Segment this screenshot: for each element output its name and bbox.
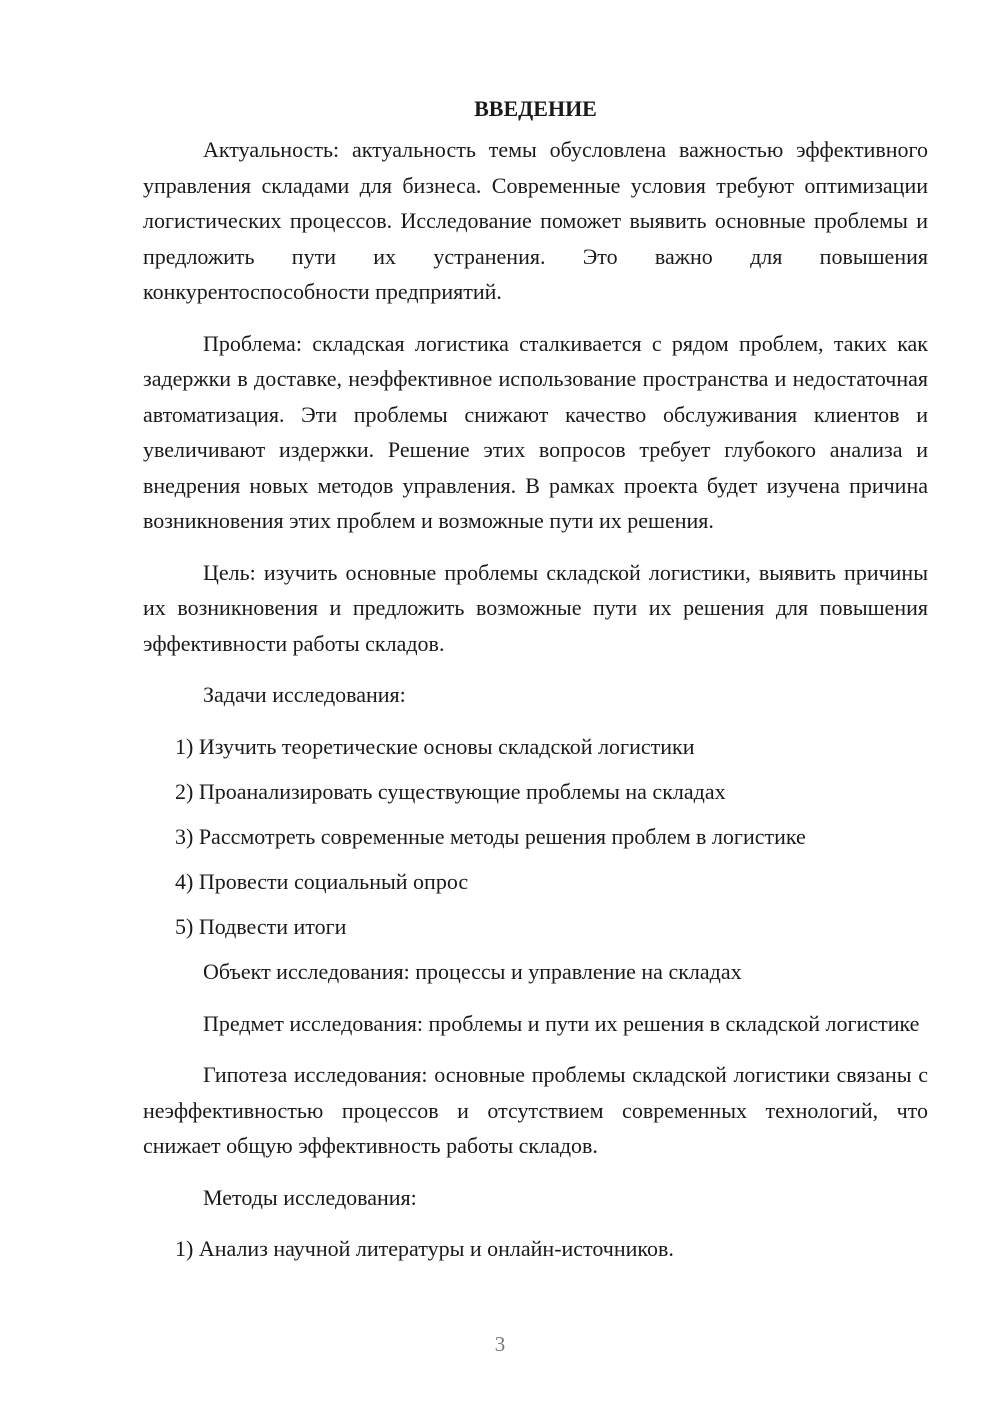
methods-heading: Методы исследования:: [203, 1184, 417, 1210]
list-item: 5) Подвести итоги: [175, 913, 347, 939]
document-page: [143, 92, 928, 1277]
tasks-list: [143, 729, 928, 945]
research-object: Объект исследования: процессы и управление на складах: [203, 959, 742, 984]
problem-paragraph: Проблема: складская логистика сталкивается с рядом проблем, таких как задержки в доставке, неэффективное использование пространства и недостаточная автоматизация. Эти проблемы снижают качество обслуживания клиентов и увеличивают издержки. Решение этих вопросов требует глубокого анализа и внедрения новых методов управления. В рамках проекта будет изучена причина возникновения этих проблем и возможные пути их решения.: [143, 330, 928, 533]
list-item: 3) Рассмотреть современные методы решения проблем в логистике: [175, 823, 806, 849]
list-item: 2) Проанализировать существующие проблемы на складах: [175, 778, 726, 804]
page-number: 3: [494, 1332, 506, 1356]
list-item: 1) Изучить теоретические основы складской логистики: [175, 733, 695, 759]
list-item: 1) Анализ научной литературы и онлайн-источников.: [175, 1236, 674, 1261]
research-subject: Предмет исследования: проблемы и пути их решения в складской логистике: [203, 1010, 920, 1036]
list-item: 4) Провести социальный опрос: [175, 868, 469, 894]
section-title: ВВЕДЕНИЕ: [474, 96, 597, 121]
research-hypothesis: Гипотеза исследования: основные проблемы складской логистики связаны с неэффективностью процессов и отсутствием современных технологий, что снижает общую эффективность работы складов.: [143, 1062, 928, 1158]
tasks-heading: Задачи исследования:: [203, 682, 406, 707]
relevance-paragraph: Актуальность: актуальность темы обусловлена важностью эффективного управления складами для бизнеса. Современные условия требуют оптимизации логистических процессов. Исследование поможет выявить основные проблемы и предложить пути их устранения. Это важно для повышения конкурентоспособности предприятий.: [143, 137, 928, 304]
methods-list: [143, 1231, 928, 1267]
goal-paragraph: Цель: изучить основные проблемы складской логистики, выявить причины их возникновения и предложить возможные пути их решения для повышения эффективности работы складов.: [143, 559, 928, 656]
